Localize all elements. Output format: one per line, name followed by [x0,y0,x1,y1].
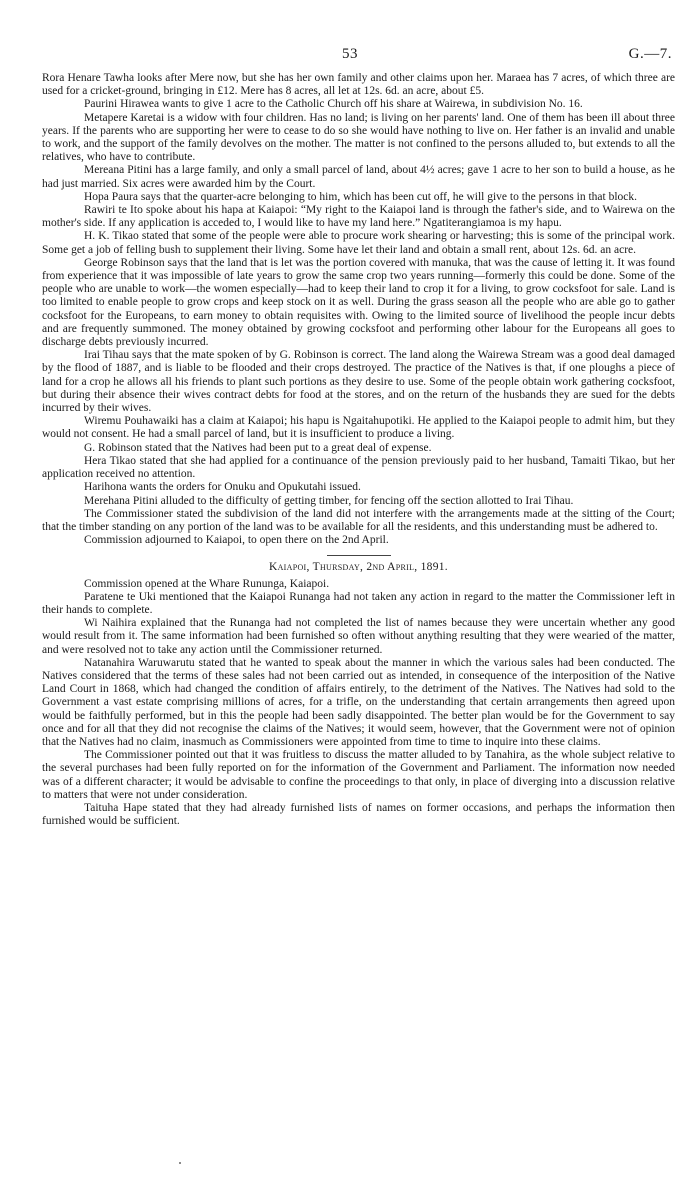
paragraph: Natanahira Waruwarutu stated that he wanted to speak about the manner in which the various sales had been conducted. The Natives considered that the terms of these sales had not been carried out as intended, in consequence of the interposition of the Native Land Court in 1868, which had changed the condition of affairs entirely, to the detriment of the Natives. The Natives had sold to the Government a vast estate comprising millions of acres, for a trifle, on the understanding that certain arrangements then agreed upon would be faithfully performed, but in this the people had been sadly disappointed. The better plan would be for the Government to say once and for all that they did not recognise the claims of the Natives; it would seem, however, that the Government were not of opinion that the Natives had no claim, inasmuch as Commissioners were appointed from time to time to inquire into these claims. [42,656,675,748]
paragraph: Rawiri te Ito spoke about his hapa at Kaiapoi: “My right to the Kaiapoi land is through the father's side, and to Wairewa on the mother's side. If any application is acceded to, I would like to have my land here.” Ngatiterangiamoa is my hapu. [42,204,675,230]
paragraph: Hopa Paura says that the quarter-acre belonging to him, which has been cut off, he will give to the persons in that block. [84,190,638,203]
paragraph: The Commissioner pointed out that it was fruitless to discuss the matter alluded to by Tanahira, as the whole subject relative to the several purchases had been fully reported on for the information of the Government and Parliament. The information now needed was of a different character; it would be advisable to confine the proceedings to that only, in place of diverging into a discussion relative to matters that were not under consideration. [42,749,675,801]
paragraph: H. K. Tikao stated that some of the people were able to procure work shearing or harvesting; this is some of the principal work. Some get a job of felling bush to supplement their living. Some have let their land and obtain a small rent, about 12s. 6d. an acre. [42,230,675,256]
paragraph: George Robinson says that the land that is let was the portion covered with manuka, that was the cause of letting it. It was found from experience that it was impossible of late years to grow the same crop two years running—formerly this could be done. Some of the people who are unable to work—the women especially—had to keep their land to crop it for a living, to grow cocksfoot for sale. Land is too limited to enable people to grow crops and keep stock on it as well. During the grass season all the people who are able go to gather cocksfoot for the Europeans, to earn money to obtain requisites with. Owing to the limited source of livelihood the people incur debts and are frequently summoned. The money obtained by growing cocksfoot and performing other labour for the Europeans all goes to discharge debts previously incurred. [42,256,675,349]
paragraph: Harihona wants the orders for Onuku and Opukutahi issued. [84,481,361,494]
paragraph: Mereana Pitini has a large family, and only a small parcel of land, about 4½ acres; gave 1 acre to her son to build a house, as he had just married. Six acres were awarded him by the Court. [42,164,675,190]
paragraph: Rora Henare Tawha looks after Mere now, but she has her own family and other claims upon her. Maraea has 7 acres, of which three are used for a cricket-ground, bringing in £12. Mere has 8 acres, all let at 12s. 6d. an acre, about £5. [42,72,675,98]
document-body [42,72,675,828]
paragraph: Commission adjourned to Kaiapoi, to open there on the 2nd April. [84,534,389,547]
page-speck [179,1162,181,1164]
paragraph: Irai Tihau says that the mate spoken of by G. Robinson is correct. The land along the Wairewa Stream was a good deal damaged by the flood of 1887, and is liable to be flooded and their crops destroyed. The practice of the Natives is that, if one ploughs a piece of land for a crop he allows all his friends to plant such portions as they desire to use. Some of the people obtain work gathering cocksfoot, but during their absence their wives contract debts for food at the stores, and on the return of the husbands they are sued for the debts incurred by their wives. [42,349,675,415]
paragraph: Metapere Karetai is a widow with four children. Has no land; is living on her parents' land. One of them has been ill about three years. If the parents who are supporting her were to cease to do so she would have nothing to live on. Her father is an invalid and unable to work, and the support of the family devolves on the mother. The matter is not confined to the persons alluded to, but extends to all the relatives, who have to contribute. [42,111,675,164]
paragraph: G. Robinson stated that the Natives had been put to a great deal of expense. [84,441,432,454]
paragraph: Hera Tikao stated that she had applied for a continuance of the pension previously paid to her husband, Tamaiti Tikao, but her application received no attention. [42,454,675,481]
page-number: 53 [342,46,358,62]
paragraph: Merehana Pitini alluded to the difficulty of getting timber, for fencing off the section allotted to Irai Tihau. [84,494,574,507]
paragraph: The Commissioner stated the subdivision of the land did not interfere with the arrangements made at the sitting of the Court; that the timber standing on any portion of the land was to be available for all the residents, and this understanding must be adhered to. [42,507,675,533]
paragraph: Paratene te Uki mentioned that the Kaiapoi Runanga had not taken any action in regard to the matter the Commissioner left in their hands to complete. [42,590,675,616]
section-heading: Kaiapoi, Thursday, 2nd April, 1891. [269,561,448,574]
paragraph: Wiremu Pouhawaiki has a claim at Kaiapoi; his hapu is Ngaitahupotiki. He applied to the Kaiapoi people to admit him, but they would not consent. He had a small parcel of land, but it is insufficient to produce a living. [42,415,675,441]
paragraph: Paurini Hirawea wants to give 1 acre to the Catholic Church off his share at Wairewa, in subdivision No. 16. [84,98,583,111]
paragraph: Commission opened at the Whare Rununga, Kaiapoi. [84,577,330,590]
section-divider [327,555,391,556]
paragraph: Wi Naihira explained that the Runanga had not completed the list of names because they were uncertain whether any good would result from it. The same information had been furnished so often without anything resulting that they were wearied of the matter, and were resolved not to take any action until the Commissioner returned. [42,617,675,656]
document-reference: G.—7. [628,46,672,62]
paragraph: Taituha Hape stated that they had already furnished lists of names on former occasions, and perhaps the information then furnished would be sufficient. [42,801,675,828]
